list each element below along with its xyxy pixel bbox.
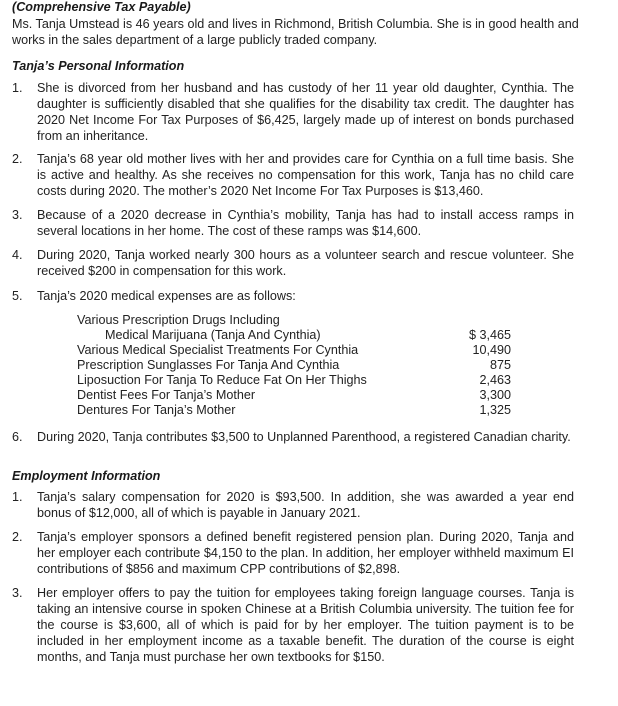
expense-label: Liposuction For Tanja To Reduce Fat On Her Thighs xyxy=(77,373,367,387)
item-text: Tanja’s salary compensation for 2020 is $93,500. In addition, she was awarded a year end bonus of $12,000, all of which is payable in January 2021. xyxy=(37,490,574,520)
item-text: Her employer offers to pay the tuition for employees taking foreign language courses. Tanja is taking an intensive course in spoken Chinese at a British Columbia university. The tuition fee for the course is $3,600, all of which is paid for by her employer. The tuition payment is to be included in her employment income as a taxable benefit. The duration of the course is eight months, and Tanja must purchase her own textbooks for $150. xyxy=(37,586,574,664)
employment-item-3 xyxy=(12,585,574,665)
expense-amount: 3,300 xyxy=(479,388,511,402)
expense-row xyxy=(77,388,511,403)
personal-item-5 xyxy=(12,288,574,304)
item-text: Tanja’s 2020 medical expenses are as follows: xyxy=(37,289,296,303)
item-number: 1. xyxy=(12,490,23,504)
medical-expenses-table xyxy=(77,313,511,418)
item-text: During 2020, Tanja worked nearly 300 hours as a volunteer search and rescue volunteer. She received $200 in compensation for this work. xyxy=(37,248,574,278)
item-text: She is divorced from her husband and has custody of her 11 year old daughter, Cynthia. The daughter is sufficiently disabled that she qualifies for the disability tax credit. The daughter has 2020 Net Income For Tax Purposes of $6,425, largely made up of interest on bonds purchased from an inheritance. xyxy=(37,81,574,143)
personal-item-3 xyxy=(12,207,574,239)
item-number: 3. xyxy=(12,208,23,222)
personal-info-heading: Tanja’s Personal Information xyxy=(12,59,185,73)
item-number: 2. xyxy=(12,530,23,544)
item-text: Because of a 2020 decrease in Cynthia’s mobility, Tanja has had to install access ramps in several locations in her home. The cost of these ramps was $14,600. xyxy=(37,208,574,238)
employment-item-2 xyxy=(12,529,574,577)
expense-label: Various Medical Specialist Treatments For Cynthia xyxy=(77,343,359,357)
expense-label: Various Prescription Drugs Including xyxy=(77,313,280,327)
expense-row xyxy=(77,313,511,328)
personal-item-6 xyxy=(12,429,574,445)
expense-amount: 875 xyxy=(489,358,511,372)
item-text: Tanja’s 68 year old mother lives with her and provides care for Cynthia on a full time basis. She is active and healthy. As she receives no compensation for this work, Tanja has no child care costs during 2020. The mother’s 2020 Net Income For Tax Purposes is $13,460. xyxy=(37,152,574,198)
item-number: 4. xyxy=(12,248,23,262)
expense-row xyxy=(77,358,511,373)
personal-item-4 xyxy=(12,247,574,279)
personal-item-2 xyxy=(12,151,574,199)
employment-item-1 xyxy=(12,489,574,521)
employment-info-heading: Employment Information xyxy=(12,469,161,483)
expense-row xyxy=(77,328,511,343)
item-number: 2. xyxy=(12,152,23,166)
item-number: 1. xyxy=(12,81,23,95)
item-text: During 2020, Tanja contributes $3,500 to Unplanned Parenthood, a registered Canadian charity. xyxy=(37,430,571,444)
personal-item-1 xyxy=(12,80,574,144)
expense-amount: 2,463 xyxy=(479,373,511,387)
intro-paragraph: Ms. Tanja Umstead is 46 years old and lives in Richmond, British Columbia. She is in good health and works in the sales department of a large publicly traded company. xyxy=(12,17,579,47)
item-text: Tanja’s employer sponsors a defined benefit registered pension plan. During 2020, Tanja and her employer each contribute $4,150 to the plan. In addition, her employer withheld maximum EI contributions of $856 and maximum CPP contributions of $2,898. xyxy=(37,530,574,576)
expense-amount: 10,490 xyxy=(472,343,511,357)
item-number: 5. xyxy=(12,289,23,303)
item-number: 6. xyxy=(12,430,23,444)
expense-label: Medical Marijuana (Tanja And Cynthia) xyxy=(105,328,321,342)
item-number: 3. xyxy=(12,586,23,600)
expense-amount: 1,325 xyxy=(479,403,511,417)
document-title: (Comprehensive Tax Payable) xyxy=(12,0,191,14)
expense-label: Dentist Fees For Tanja’s Mother xyxy=(77,388,256,402)
expense-label: Prescription Sunglasses For Tanja And Cynthia xyxy=(77,358,340,372)
expense-label: Dentures For Tanja’s Mother xyxy=(77,403,236,417)
expense-row xyxy=(77,403,511,418)
expense-row xyxy=(77,343,511,358)
expense-row xyxy=(77,373,511,388)
expense-amount: $ 3,465 xyxy=(468,328,511,342)
